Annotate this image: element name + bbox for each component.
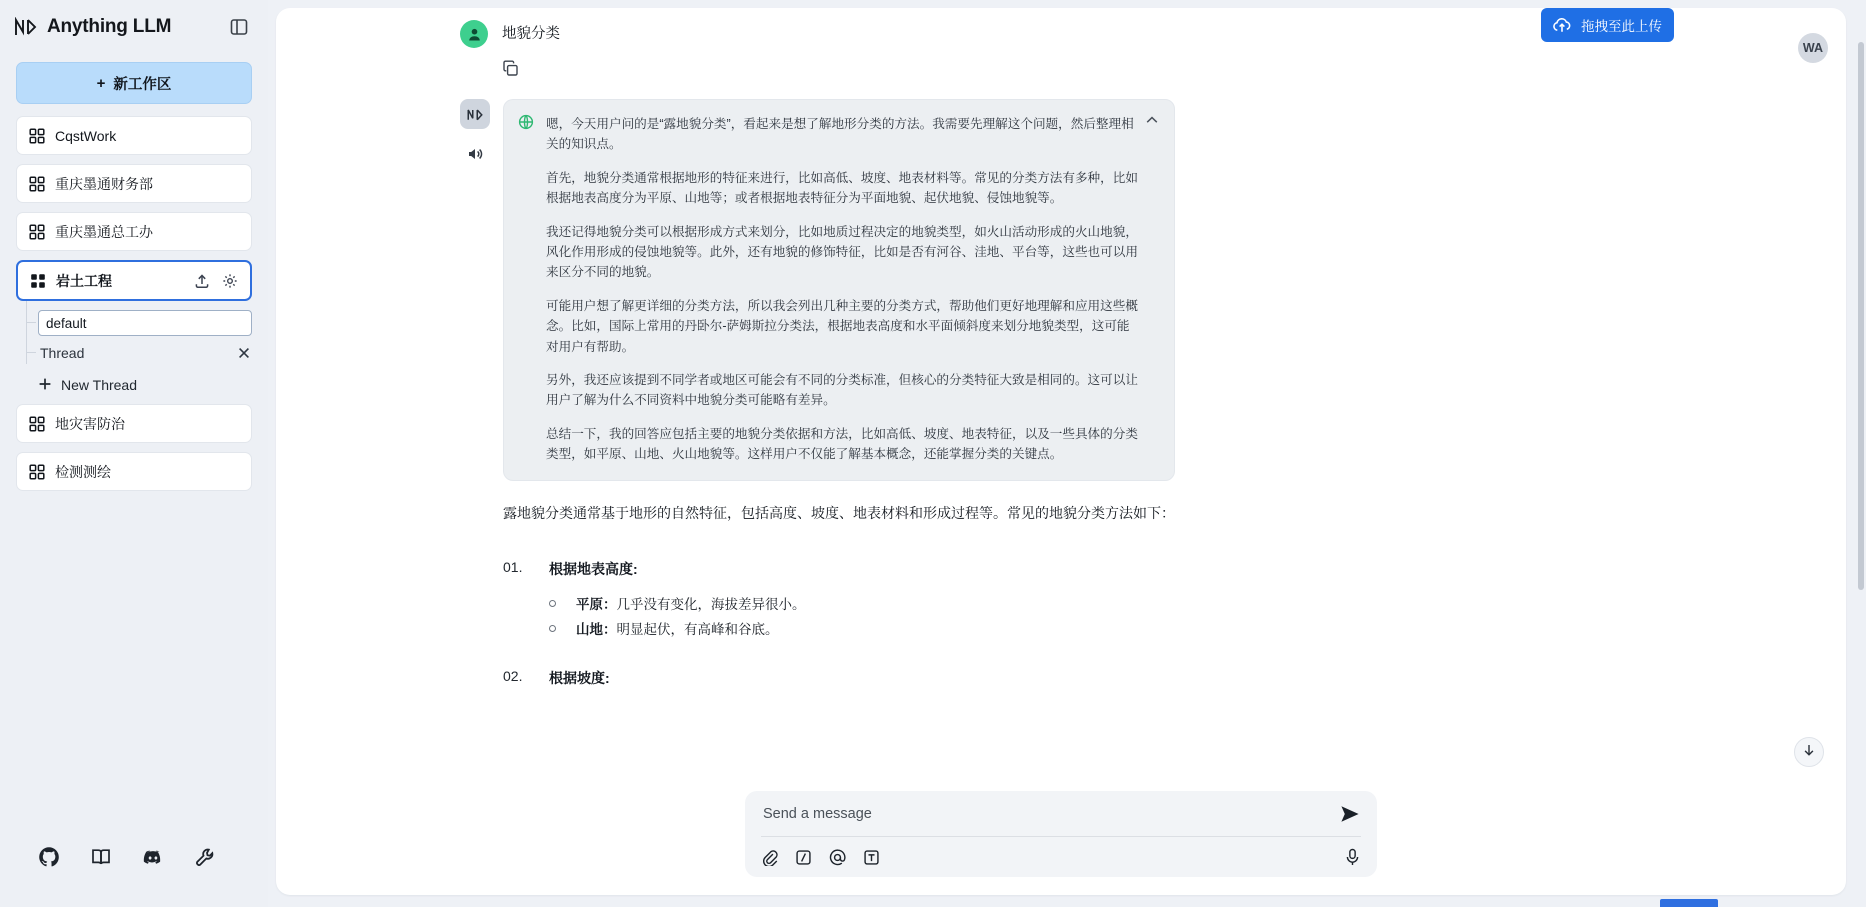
sub-item-desc: 几乎没有变化，海拔差异很小。 <box>616 597 806 613</box>
list-item-number: 01. <box>503 559 523 576</box>
sidebar-item-chief-engineer-office[interactable] <box>16 212 252 251</box>
grid-icon <box>29 224 45 240</box>
thinking-paragraph: 总结一下，我的回答应包括主要的地貌分类依据和方法，比如高低、坡度、地表特征，以及一些具体的分类类型，如平原、山地、火山地貌等。这样用户不仅能了解基本概念，还能掌握分类的关键点。 <box>546 426 1138 462</box>
bullet-icon <box>549 625 556 632</box>
thinking-paragraph: 嗯，今天用户问的是“露地貌分类”，看起来是想了解地形分类的方法。我需要先理解这个问题，然后整理相关的知识点。 <box>546 117 1134 152</box>
vertical-scrollbar[interactable] <box>1858 42 1864 590</box>
avatar[interactable] <box>1798 33 1828 63</box>
slash-command-icon[interactable] <box>795 849 812 866</box>
sidebar-item-label: 地灾害防治 <box>55 415 125 432</box>
list-item <box>503 559 1583 638</box>
list-item <box>503 668 1583 688</box>
sidebar-header <box>0 0 268 54</box>
microphone-icon[interactable] <box>1344 848 1361 867</box>
grid-icon <box>30 273 46 289</box>
sub-item-desc: 明显起伏，有高峰和谷底。 <box>616 622 779 638</box>
discord-icon[interactable] <box>142 846 164 868</box>
sidebar-item-label: 检测测绘 <box>55 463 111 480</box>
sidebar <box>0 0 268 907</box>
sub-item-term: 山地： <box>576 622 617 638</box>
thinking-paragraph: 首先，地貌分类通常根据地形的特征来进行，比如高低、坡度、地表材料等。常见的分类方法有多种，比如根据地表高度分为平原、山地等；或者根据地表特征分为平面地貌、起伏地貌、侵蚀地貌等。 <box>546 170 1138 206</box>
user-message-body <box>502 18 560 77</box>
globe-icon <box>518 114 534 130</box>
new-workspace-button[interactable] <box>16 62 252 104</box>
thread-branch-line <box>26 322 36 323</box>
list-item <box>549 618 1583 638</box>
answer-ordered-list <box>503 559 1583 688</box>
list-item-title: 根据坡度: <box>549 670 610 687</box>
thread-label: Thread <box>40 345 85 361</box>
grid-icon <box>29 464 45 480</box>
sidebar-item-label: 岩土工程 <box>56 272 112 289</box>
thinking-paragraph: 我还记得地貌分类可以根据形成方式来划分，比如地质过程决定的地貌类型，如火山活动形成的火山地貌，风化作用形成的侵蚀地貌等。此外，还有地貌的修饰特征，比如是否有河谷、洼地、平台等，这些也可以用来区分不同的地貌。 <box>546 224 1138 280</box>
drag-to-upload-button[interactable] <box>1541 8 1674 42</box>
chevron-up-icon[interactable] <box>1144 112 1160 128</box>
github-icon[interactable] <box>38 846 60 868</box>
thread-edit-row <box>38 308 252 338</box>
plus-icon <box>38 377 52 394</box>
text-prompt-icon[interactable] <box>863 849 880 866</box>
new-thread-button[interactable] <box>38 368 252 402</box>
chat-panel <box>276 8 1846 895</box>
speaker-icon[interactable] <box>466 145 484 163</box>
workspace-list-top <box>0 116 268 301</box>
message-composer <box>745 791 1377 877</box>
sub-list <box>549 593 1583 638</box>
docs-book-icon[interactable] <box>90 846 112 868</box>
user-message-text: 地貌分类 <box>502 26 560 42</box>
sidebar-item-label: 重庆墨通财务部 <box>55 175 153 192</box>
list-item[interactable] <box>38 338 252 368</box>
thread-name-input[interactable] <box>38 310 252 336</box>
list-item-title: 根据地表高度: <box>549 561 638 578</box>
sidebar-item-label: 重庆墨通总工办 <box>55 223 153 240</box>
settings-wrench-icon[interactable] <box>194 846 216 868</box>
thread-branch-line <box>26 352 36 353</box>
cloud-upload-icon <box>1551 16 1573 34</box>
anythingllm-logo-icon <box>460 99 490 129</box>
thinking-paragraph: 另外，我还应该提到不同学者或地区可能会有不同的分类标准，但核心的分类特征大致是相同的。这可以让用户了解为什么不同资料中地貌分类可能略有差异。 <box>546 372 1138 408</box>
sidebar-item-finance[interactable] <box>16 164 252 203</box>
mention-icon[interactable] <box>829 849 846 866</box>
assistant-content <box>503 99 1583 688</box>
composer-toolbar <box>761 837 1361 867</box>
grid-icon <box>29 416 45 432</box>
main-area <box>268 0 1866 907</box>
anythingllm-logo-icon <box>14 17 38 37</box>
plus-icon: + <box>96 74 106 92</box>
bullet-icon <box>549 600 556 607</box>
thread-list <box>0 301 268 402</box>
list-item <box>549 593 1583 613</box>
sidebar-item-surveying[interactable] <box>16 452 252 491</box>
copy-icon[interactable] <box>502 60 519 77</box>
assistant-rail <box>460 99 490 163</box>
sidebar-item-cqstwork[interactable] <box>16 116 252 155</box>
send-icon[interactable] <box>1339 803 1361 825</box>
new-thread-label: New Thread <box>61 377 138 393</box>
list-item-number: 02. <box>503 668 523 685</box>
assistant-message <box>310 77 1812 688</box>
gear-icon[interactable] <box>222 273 238 289</box>
upload-icon[interactable] <box>194 273 210 289</box>
grid-icon <box>29 128 45 144</box>
panel-collapse-icon[interactable] <box>228 16 250 38</box>
chat-scroll-area[interactable] <box>276 8 1846 895</box>
composer-input-row <box>761 803 1361 837</box>
attach-icon[interactable] <box>761 849 778 866</box>
close-icon[interactable] <box>236 345 252 361</box>
message-input[interactable] <box>761 805 1339 823</box>
brand-title: Anything LLM <box>47 16 172 37</box>
grid-icon <box>29 176 45 192</box>
sidebar-footer <box>0 821 268 907</box>
sidebar-item-geohazard-prevention[interactable] <box>16 404 252 443</box>
avatar-initials: WA <box>1802 41 1824 55</box>
thinking-paragraph: 可能用户想了解更详细的分类方法，所以我会列出几种主要的分类方式，帮助他们更好地理解和应用这些概念。比如，国际上常用的丹卧尔-萨姆斯拉分类法，根据地表高度和水平面倾斜度来划分地貌类型，这可能对用户有帮助。 <box>546 298 1138 354</box>
scroll-to-bottom-button[interactable] <box>1794 737 1824 767</box>
user-avatar-icon <box>460 20 488 48</box>
brand <box>14 16 171 38</box>
answer-lead-text: 露地貌分类通常基于地形的自然特征，包括高度、坡度、地表材料和形成过程等。常见的地貌分类方法如下： <box>503 505 1175 522</box>
new-workspace-label: 新工作区 <box>113 76 172 93</box>
sidebar-item-geotechnical-engineering[interactable] <box>16 260 252 301</box>
workspace-actions <box>194 273 238 289</box>
workspace-list-bottom <box>0 404 268 491</box>
composer-wrap <box>276 791 1846 877</box>
sidebar-item-label: CqstWork <box>55 127 117 144</box>
thinking-block <box>503 99 1175 481</box>
sub-item-term: 平原： <box>576 597 617 613</box>
arrow-down-icon <box>1801 742 1817 763</box>
bottom-accent-tab <box>1660 899 1718 907</box>
drag-to-upload-label: 拖拽至此上传 <box>1581 19 1662 34</box>
